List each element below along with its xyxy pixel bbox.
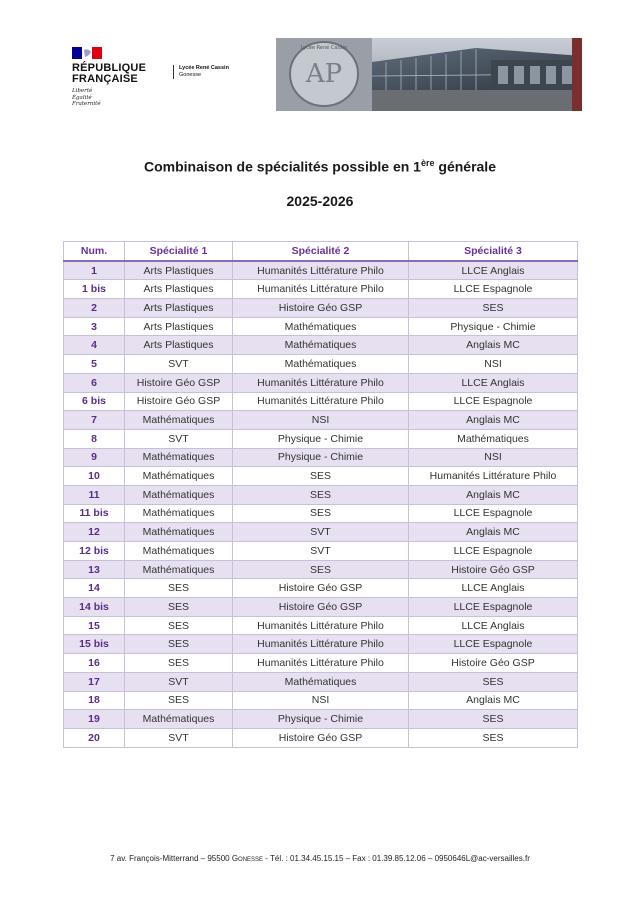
combination-number: 10 [64,467,125,486]
column-header-specialite-1: Spécialité 1 [125,242,233,261]
table-row [64,635,578,654]
table-row [64,373,578,392]
specialite-1-cell: Arts Plastiques [125,261,233,280]
specialite-3-cell: Anglais MC [409,691,578,710]
specialite-3-cell: Anglais MC [409,485,578,504]
specialite-3-cell: Mathématiques [409,429,578,448]
table-row [64,485,578,504]
table-row [64,467,578,486]
specialite-3-cell: Anglais MC [409,523,578,542]
specialite-2-cell: SES [233,485,409,504]
specialite-2-cell: Physique - Chimie [233,710,409,729]
table-row [64,261,578,280]
combination-number: 1 [64,261,125,280]
specialite-1-cell: Arts Plastiques [125,336,233,355]
page-footer: 7 av. François-Mitterrand – 95500 Gonesse - Tél. : 01.34.45.15.15 – Fax : 01.39.85.12.06 – 0950646L@ac-versailles.fr [110,854,530,863]
table-row [64,355,578,374]
specialite-3-cell: LLCE Anglais [409,579,578,598]
table-row [64,616,578,635]
republique-francaise-label: RÉPUBLIQUE FRANÇAISE [72,62,147,85]
table-row [64,523,578,542]
combination-number: 15 [64,616,125,635]
specialite-1-cell: Mathématiques [125,523,233,542]
combination-number: 5 [64,355,125,374]
table-row [64,317,578,336]
photo-logo-text: Lycée René Cassin [300,45,348,51]
svg-text:AP: AP [305,59,343,89]
specialite-3-cell: Histoire Géo GSP [409,654,578,673]
specialite-2-cell: SES [233,467,409,486]
specialite-3-cell: LLCE Espagnole [409,542,578,561]
combination-number: 12 bis [64,542,125,561]
specialite-3-cell: SES [409,710,578,729]
specialite-3-cell: NSI [409,355,578,374]
table-row [64,728,578,747]
specialite-3-cell: LLCE Anglais [409,373,578,392]
table-row [64,579,578,598]
specialite-3-cell: Physique - Chimie [409,317,578,336]
specialite-3-cell: Anglais MC [409,411,578,430]
specialite-2-cell: Physique - Chimie [233,429,409,448]
table-row [64,411,578,430]
table-row [64,392,578,411]
specialite-2-cell: SES [233,504,409,523]
specialite-1-cell: Arts Plastiques [125,317,233,336]
specialite-2-cell: Humanités Littérature Philo [233,373,409,392]
specialite-1-cell: SVT [125,429,233,448]
specialite-3-cell: LLCE Espagnole [409,598,578,617]
combination-number: 18 [64,691,125,710]
specialite-1-cell: SVT [125,355,233,374]
combination-number: 12 [64,523,125,542]
specialite-2-cell: Humanités Littérature Philo [233,261,409,280]
table-row [64,542,578,561]
combination-number: 11 [64,485,125,504]
specialite-1-cell: Mathématiques [125,411,233,430]
combination-number: 14 [64,579,125,598]
specialite-2-cell: Mathématiques [233,672,409,691]
specialite-1-cell: SVT [125,672,233,691]
table-header-row [64,242,578,261]
specialite-2-cell: Humanités Littérature Philo [233,635,409,654]
specialite-1-cell: SVT [125,728,233,747]
table-row [64,299,578,318]
combination-number: 8 [64,429,125,448]
specialite-1-cell: Mathématiques [125,542,233,561]
combination-number: 19 [64,710,125,729]
school-year: 2025-2026 [286,193,354,209]
specialite-2-cell: Humanités Littérature Philo [233,280,409,299]
specialite-3-cell: LLCE Espagnole [409,635,578,654]
specialite-2-cell: Histoire Géo GSP [233,728,409,747]
specialite-2-cell: Humanités Littérature Philo [233,654,409,673]
table-row [64,504,578,523]
specialite-1-cell: SES [125,616,233,635]
specialite-3-cell: LLCE Espagnole [409,280,578,299]
specialite-2-cell: Mathématiques [233,317,409,336]
specialite-2-cell: SVT [233,542,409,561]
combination-number: 17 [64,672,125,691]
table-row [64,691,578,710]
combination-number: 7 [64,411,125,430]
specialite-3-cell: SES [409,728,578,747]
specialite-3-cell: SES [409,299,578,318]
specialite-3-cell: LLCE Anglais [409,616,578,635]
specialite-2-cell: Mathématiques [233,336,409,355]
table-row [64,336,578,355]
table-row [64,654,578,673]
combination-number: 15 bis [64,635,125,654]
republic-motto: Liberté Égalité Fraternité [72,88,101,107]
specialite-1-cell: Histoire Géo GSP [125,373,233,392]
school-building-photo [276,38,582,111]
specialite-2-cell: Humanités Littérature Philo [233,392,409,411]
page-title: Combinaison de spécialités possible en 1ère générale [144,158,496,175]
combination-number: 16 [64,654,125,673]
specialite-3-cell: Humanités Littérature Philo [409,467,578,486]
combination-number: 2 [64,299,125,318]
combination-number: 1 bis [64,280,125,299]
specialite-1-cell: Histoire Géo GSP [125,392,233,411]
specialite-1-cell: Mathématiques [125,485,233,504]
combination-number: 3 [64,317,125,336]
specialite-1-cell: Mathématiques [125,467,233,486]
lycee-name: Lycée René Cassin [179,65,229,71]
combination-number: 13 [64,560,125,579]
specialite-2-cell: SES [233,560,409,579]
specialite-3-cell: Anglais MC [409,336,578,355]
column-header-specialite-2: Spécialité 2 [233,242,409,261]
specialite-1-cell: Arts Plastiques [125,299,233,318]
specialite-3-cell: Histoire Géo GSP [409,560,578,579]
specialite-3-cell: SES [409,672,578,691]
combination-number: 9 [64,448,125,467]
table-row [64,710,578,729]
column-header-specialite-3: Spécialité 3 [409,242,578,261]
marianne-logo-icon [72,47,102,59]
combination-number: 14 bis [64,598,125,617]
table-row [64,429,578,448]
specialite-2-cell: Histoire Géo GSP [233,598,409,617]
specialite-1-cell: Mathématiques [125,504,233,523]
specialite-3-cell: LLCE Espagnole [409,392,578,411]
combination-number: 6 bis [64,392,125,411]
specialite-1-cell: Mathématiques [125,710,233,729]
specialite-1-cell: SES [125,635,233,654]
table-row [64,560,578,579]
combination-number: 20 [64,728,125,747]
table-row [64,598,578,617]
specialite-2-cell: SVT [233,523,409,542]
specialite-1-cell: SES [125,598,233,617]
specialite-2-cell: Humanités Littérature Philo [233,616,409,635]
specialite-3-cell: NSI [409,448,578,467]
specialite-3-cell: LLCE Espagnole [409,504,578,523]
specialite-2-cell: Histoire Géo GSP [233,299,409,318]
table-row [64,672,578,691]
combination-number: 11 bis [64,504,125,523]
lycee-name-block [173,65,229,79]
specialty-combinations-table [63,241,578,748]
specialite-1-cell: Mathématiques [125,448,233,467]
specialite-2-cell: NSI [233,411,409,430]
table-row [64,448,578,467]
specialite-2-cell: Histoire Géo GSP [233,579,409,598]
specialite-1-cell: Mathématiques [125,560,233,579]
combination-number: 6 [64,373,125,392]
specialite-1-cell: SES [125,579,233,598]
specialite-2-cell: NSI [233,691,409,710]
specialite-2-cell: Mathématiques [233,355,409,374]
specialite-1-cell: Arts Plastiques [125,280,233,299]
specialite-1-cell: SES [125,654,233,673]
table-row [64,280,578,299]
specialite-3-cell: LLCE Anglais [409,261,578,280]
column-header-num: Num. [64,242,125,261]
combination-number: 4 [64,336,125,355]
specialite-2-cell: Physique - Chimie [233,448,409,467]
page-header [0,0,640,120]
lycee-city: Gonesse [179,72,202,78]
specialite-1-cell: SES [125,691,233,710]
